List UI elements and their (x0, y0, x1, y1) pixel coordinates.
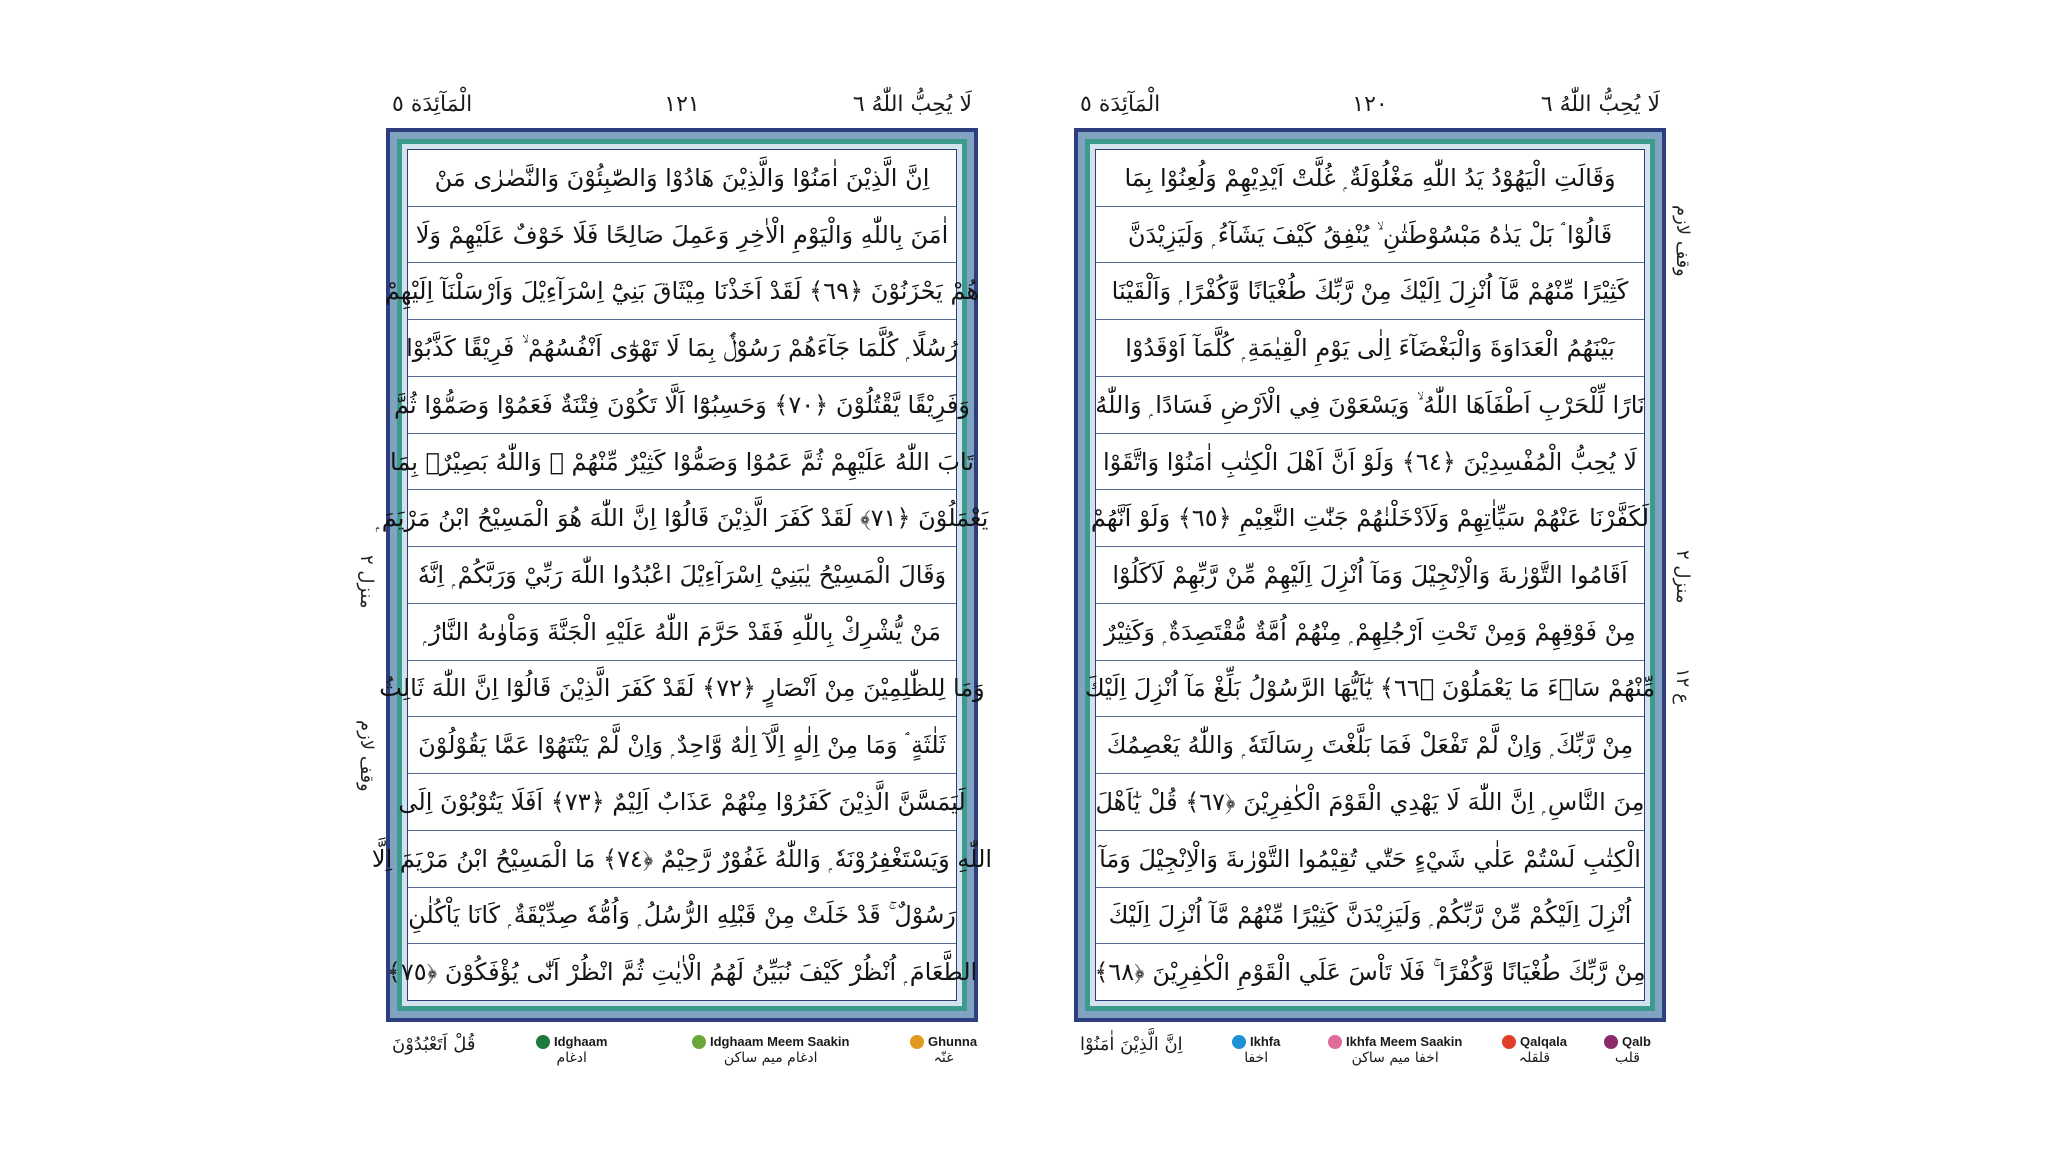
margin-note-manzil: منزل ٢ (1672, 550, 1693, 604)
verse-line: مِنْ رَّبِّكَ طُغْيَانًا وَّكُفْرًا ۚ فَلَا تَاْسَ عَلَي الْقَوْمِ الْكٰفِرِيْنَ ﴿٦٨﴾ (1094, 958, 1646, 987)
legend-dot (692, 1035, 706, 1049)
verse-line: وَمَا لِلظّٰلِمِيْنَ مِنْ اَنْصَارٍ ﴿٧٢﴾ لَقَدْ كَفَرَ الَّذِيْنَ قَالُوْٓا اِنَّ اللّٰهَ ثَالِثُ (408, 661, 956, 718)
verse-line: ثَلٰثَةٍ ۘ وَمَا مِنْ اِلٰهٍ اِلَّآ اِلٰهٌ وَّاحِدٌ ۭ وَاِنْ لَّمْ يَنْتَهُوْا عَمَّا يَقُوْلُوْنَ (408, 717, 956, 774)
quran-page-right (1074, 88, 1666, 1078)
verse-line: قَالُوْا ۘ بَلْ يَدٰهُ مَبْسُوْطَتٰنِ ۙ يُنْفِقُ كَيْفَ يَشَآءُ ۭ وَلَيَزِيْدَنَّ (1096, 207, 1644, 264)
verse-line: الطَّعَامَ ۭ اُنْظُرْ كَيْفَ نُبَيِّنُ لَهُمُ الْاٰيٰتِ ثُمَّ انْظُرْ اَنّٰى يُؤْفَكُوْنَ ﴿٧٥﴾ (386, 958, 978, 987)
verse-line: وَقَالَ الْمَسِيْحُ يٰبَنِيْٓ اِسْرَآءِيْلَ اعْبُدُوا اللّٰهَ رَبِّيْ وَرَبَّكُمْ ۭ اِنَّهٗ (408, 547, 956, 604)
surah-title: الْمَآئِدَة ٥ (392, 92, 473, 117)
verse-line: بَيْنَهُمُ الْعَدَاوَةَ وَالْبَغْضَآءَ اِلٰى يَوْمِ الْقِيٰمَةِ ۭ كُلَّمَآ اَوْقَدُوْا (1096, 320, 1644, 377)
verse-line: مِنْ فَوْقِهِمْ وَمِنْ تَحْتِ اَرْجُلِهِمْ ۭ مِنْهُمْ اُمَّةٌ مُّقْتَصِدَةٌ ۭ وَكَثِيْرٌ (1096, 604, 1644, 661)
legend-dot (1604, 1035, 1618, 1049)
page-footer (1074, 1032, 1666, 1080)
juz-title: لَا يُحِبُّ اللّٰهُ ٦ (852, 92, 972, 117)
verse-line: الْكِتٰبِ لَسْتُمْ عَلٰي شَيْءٍ حَتّٰي تُقِيْمُوا التَّوْرٰىةَ وَالْاِنْجِيْلَ وَمَآ (1096, 831, 1644, 888)
verse-line: لَكَفَّرْنَا عَنْهُمْ سَيِّاٰتِهِمْ وَلَاَدْخَلْنٰهُمْ جَنّٰتِ النَّعِيْمِ ﴿٦٥﴾ وَلَوْ اَنَّهُمْ (1096, 490, 1644, 547)
legend-dot (1502, 1035, 1516, 1049)
verse-line: اِنَّ الَّذِيْنَ اٰمَنُوْا وَالَّذِيْنَ هَادُوْا وَالصّٰبِئُوْنَ وَالنَّصٰرٰى مَنْ (408, 150, 956, 207)
catchword: قُلْ اَتَعْبُدُوْنَ (392, 1034, 476, 1055)
verse-line: مَنْ يُّشْرِكْ بِاللّٰهِ فَقَدْ حَرَّمَ اللّٰهُ عَلَيْهِ الْجَنَّةَ وَمَاْوٰىهُ النَّارُ ۭ (408, 604, 956, 661)
verse-text-area (1084, 149, 1656, 1001)
verse-text-area (371, 149, 993, 1001)
legend-dot (536, 1035, 550, 1049)
verse-line: وَفَرِيْقًا يَّقْتُلُوْنَ ﴿٧٠﴾ وَحَسِبُوْٓا اَلَّا تَكُوْنَ فِتْنَةٌ فَعَمُوْا وَصَمُّوْا ثُمَّ (408, 377, 956, 434)
page-number: ١٢٠ (1352, 92, 1388, 117)
margin-note-waqf: وقف لازم (356, 720, 377, 792)
legend-dot (1232, 1035, 1246, 1049)
verse-line: يَعْمَلُوْنَ ﴿٧١﴾ لَقَدْ كَفَرَ الَّذِيْنَ قَالُوْٓا اِنَّ اللّٰهَ هُوَ الْمَسِيْحُ ابْنُ مَرْيَمَ ۭ (408, 490, 956, 547)
verse-line: مِنَ النَّاسِ ۭ اِنَّ اللّٰهَ لَا يَهْدِي الْقَوْمَ الْكٰفِرِيْنَ ﴿٦٧﴾ قُلْ يٰٓاَهْلَ (1096, 774, 1644, 831)
legend-ikhfa-meem-saakin: Ikhfa Meem Saakin اخفا میم ساکن (1328, 1034, 1462, 1066)
page-header (386, 88, 978, 128)
margin-note-waqf: وقف لازم (1672, 205, 1693, 277)
verse-line: اَقَامُوا التَّوْرٰىةَ وَالْاِنْجِيْلَ وَمَآ اُنْزِلَ اِلَيْهِمْ مِّنْ رَّبِّهِمْ لَاَكَلُوْا (1096, 547, 1644, 604)
legend-qalqala: Qalqala قلقلہ (1502, 1034, 1567, 1066)
legend-qalb: Qalb قلب (1604, 1034, 1651, 1066)
verse-line: تَابَ اللّٰهُ عَلَيْهِمْ ثُمَّ عَمُوْا وَصَمُّوْا كَثِيْرٌ مِّنْهُمْ ۭ وَاللّٰهُ بَصِيْرٌۢ بِمَا (408, 434, 956, 491)
margin-note-ruku: ع ١٢ (1672, 668, 1693, 704)
verse-line: لَيَمَسَّنَّ الَّذِيْنَ كَفَرُوْا مِنْهُمْ عَذَابٌ اَلِيْمٌ ﴿٧٣﴾ اَفَلَا يَتُوْبُوْنَ اِلَى (408, 774, 956, 831)
juz-title: لَا يُحِبُّ اللّٰهُ ٦ (1540, 92, 1660, 117)
legend-idghaam: Idghaam ادغام (536, 1034, 607, 1066)
verse-line: اٰمَنَ بِاللّٰهِ وَالْيَوْمِ الْاٰخِرِ وَعَمِلَ صَالِحًا فَلَا خَوْفٌ عَلَيْهِمْ وَلَا (408, 207, 956, 264)
verse-line: اللّٰهِ وَيَسْتَغْفِرُوْنَهٗ ۭ وَاللّٰهُ غَفُوْرٌ رَّحِيْمٌ ﴿٧٤﴾ مَا الْمَسِيْحُ ابْنُ مَرْيَمَ اِلَّا (408, 831, 956, 888)
catchword: اِنَّ الَّذِيْنَ اٰمَنُوْا (1080, 1034, 1183, 1055)
page-number: ١٢١ (664, 92, 700, 117)
verse-line: وَقَالَتِ الْيَهُوْدُ يَدُ اللّٰهِ مَغْلُوْلَةٌ ۭ غُلَّتْ اَيْدِيْهِمْ وَلُعِنُوْا بِمَا (1096, 150, 1644, 207)
page-border (1074, 128, 1666, 1022)
verse-line: مِّنْهُمْ سَاۗءَ مَا يَعْمَلُوْنَ ﴿٦٦﴾ يٰٓاَيُّهَا الرَّسُوْلُ بَلِّغْ مَآ اُنْزِلَ اِلَيْكَ (1096, 661, 1644, 718)
verse-line: هُمْ يَحْزَنُوْنَ ﴿٦٩﴾ لَقَدْ اَخَذْنَا مِيْثَاقَ بَنِيْٓ اِسْرَآءِيْلَ وَاَرْسَلْنَآ اِلَيْهِمْ (408, 263, 956, 320)
verse-line: مِنْ رَّبِّكَ ۭ وَاِنْ لَّمْ تَفْعَلْ فَمَا بَلَّغْتَ رِسَالَتَهٗ ۭ وَاللّٰهُ يَعْصِمُكَ (1096, 717, 1644, 774)
verse-line: اُنْزِلَ اِلَيْكُمْ مِّنْ رَّبِّكُمْ ۭ وَلَيَزِيْدَنَّ كَثِيْرًا مِّنْهُمْ مَّآ اُنْزِلَ اِلَيْكَ (1096, 888, 1644, 945)
legend-dot (1328, 1035, 1342, 1049)
margin-note-manzil: منزل ٢ (356, 555, 377, 609)
verse-line: رَسُوْلٌ ۚ قَدْ خَلَتْ مِنْ قَبْلِهِ الرُّسُلُ ۭ وَاُمُّهٗ صِدِّيْقَةٌ ۭ كَانَا يَاْكُلٰنِ (408, 888, 956, 945)
quran-page-left (371, 88, 993, 1078)
verse-line: رُسُلًا ۭ كُلَّمَا جَآءَهُمْ رَسُوْلٌۢ بِمَا لَا تَهْوٰٓى اَنْفُسُهُمْ ۙ فَرِيْقًا كَذَّبُوْا (408, 320, 956, 377)
surah-title: الْمَآئِدَة ٥ (1080, 92, 1161, 117)
page-border (371, 128, 993, 1022)
verse-line: كَثِيْرًا مِّنْهُمْ مَّآ اُنْزِلَ اِلَيْكَ مِنْ رَّبِّكَ طُغْيَانًا وَّكُفْرًا ۭ وَاَلْقَيْنَا (1096, 263, 1644, 320)
verse-line: لَا يُحِبُّ الْمُفْسِدِيْنَ ﴿٦٤﴾ وَلَوْ اَنَّ اَهْلَ الْكِتٰبِ اٰمَنُوْا وَاتَّقَوْا (1096, 434, 1644, 491)
verse-line: نَارًا لِّلْحَرْبِ اَطْفَاَهَا اللّٰهُ ۙ وَيَسْعَوْنَ فِي الْاَرْضِ فَسَادًا ۭ وَاللّٰهُ (1096, 377, 1644, 434)
legend-ghunna: Ghunna غنّہ (910, 1034, 977, 1066)
legend-dot (910, 1035, 924, 1049)
legend-idghaam-meem-saakin: Idghaam Meem Saakin ادغام میم ساکن (692, 1034, 849, 1066)
page-header (1074, 88, 1666, 128)
page-footer (386, 1032, 978, 1080)
legend-ikhfa: Ikhfa اخفا (1232, 1034, 1280, 1066)
